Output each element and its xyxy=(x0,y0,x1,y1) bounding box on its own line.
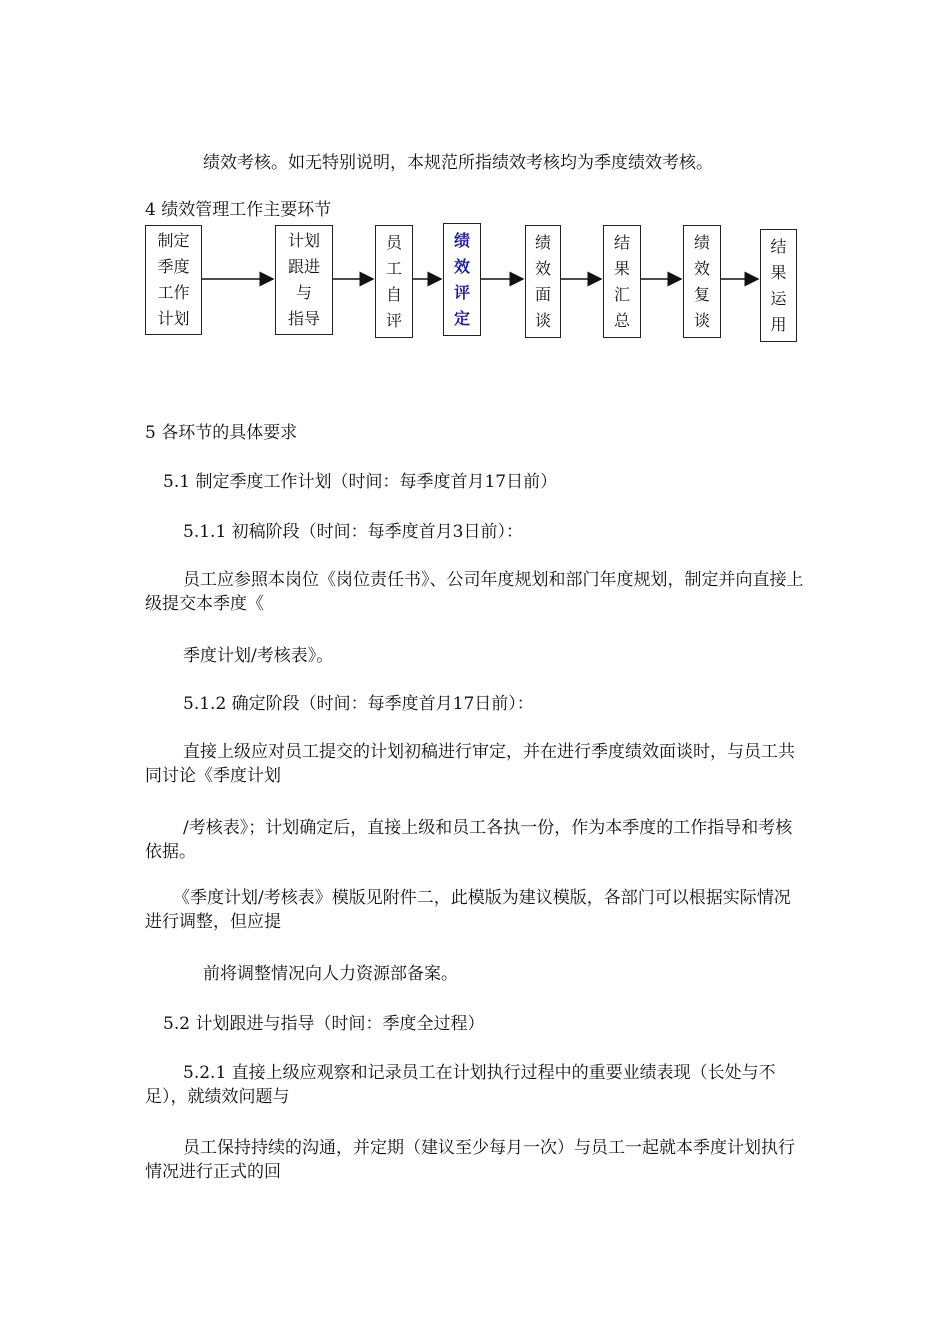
intro-line: 绩效考核。如无特别说明，本规范所指绩效考核均为季度绩效考核。 xyxy=(203,153,713,173)
step-box-evaluation xyxy=(443,223,481,336)
section-5-1-2-heading: 5.1.2 确定阶段（时间：每季度首月17日前）： xyxy=(183,694,534,714)
paragraph-follow-up: 5.2.1 直接上级应观察和记录员工在计划执行过程中的重要业绩表现（长处与不足），就绩效问题与 xyxy=(145,1063,776,1107)
paragraph-confirm: 直接上级应对员工提交的计划初稿进行审定，并在进行季度绩效面谈时，与员工共同讨论《季度计划 xyxy=(145,742,795,786)
step-box-review-interview xyxy=(683,225,721,338)
step-box-summary xyxy=(603,225,641,338)
step-box-follow-up xyxy=(275,225,333,335)
step-box-self-review xyxy=(375,225,413,338)
step-label: 绩 效 复 谈 xyxy=(693,232,710,330)
section-5-2-heading: 5.2 计划跟进与指导（时间：季度全过程） xyxy=(163,1014,485,1034)
paragraph-confirm-cont: /考核表》；计划确定后，直接上级和员工各执一份，作为本季度的工作指导和考核依据。 xyxy=(145,818,793,862)
step-box-plan xyxy=(145,225,202,335)
step-box-interview xyxy=(525,225,561,338)
section-5-1-heading: 5.1 制定季度工作计划（时间：每季度首月17日前） xyxy=(163,472,558,492)
section-4-heading: 4 绩效管理工作主要环节 xyxy=(145,200,332,220)
paragraph-draft: 员工应参照本岗位《岗位责任书》、公司年度规划和部门年度规划，制定并向直接上级提交本季度《 xyxy=(145,570,804,614)
step-label: 绩 效 面 谈 xyxy=(534,232,551,330)
section-5-heading: 5 各环节的具体要求 xyxy=(145,423,298,443)
paragraph-template: 《季度计划/考核表》模版见附件二，此模版为建议模版，各部门可以根据实际情况进行调整，但应提 xyxy=(145,888,791,932)
section-5-1-1-heading: 5.1.1 初稿阶段（时间：每季度首月3日前）： xyxy=(183,522,523,542)
step-label: 员 工 自 评 xyxy=(385,232,402,330)
paragraph-template-cont: 前将调整情况向人力资源部备案。 xyxy=(203,964,458,984)
step-label: 计划 跟进 与 指导 xyxy=(287,231,320,328)
step-label: 制定 季度 工作 计划 xyxy=(157,231,190,328)
step-label: 绩 效 评 定 xyxy=(453,230,470,328)
paragraph-communication: 员工保持持续的沟通，并定期（建议至少每月一次）与员工一起就本季度计划执行情况进行正式的回 xyxy=(145,1138,795,1182)
step-box-application xyxy=(760,229,797,342)
step-label: 结 果 汇 总 xyxy=(613,232,630,330)
step-label: 结 果 运 用 xyxy=(770,236,787,334)
paragraph-draft-cont: 季度计划/考核表》。 xyxy=(183,646,334,666)
